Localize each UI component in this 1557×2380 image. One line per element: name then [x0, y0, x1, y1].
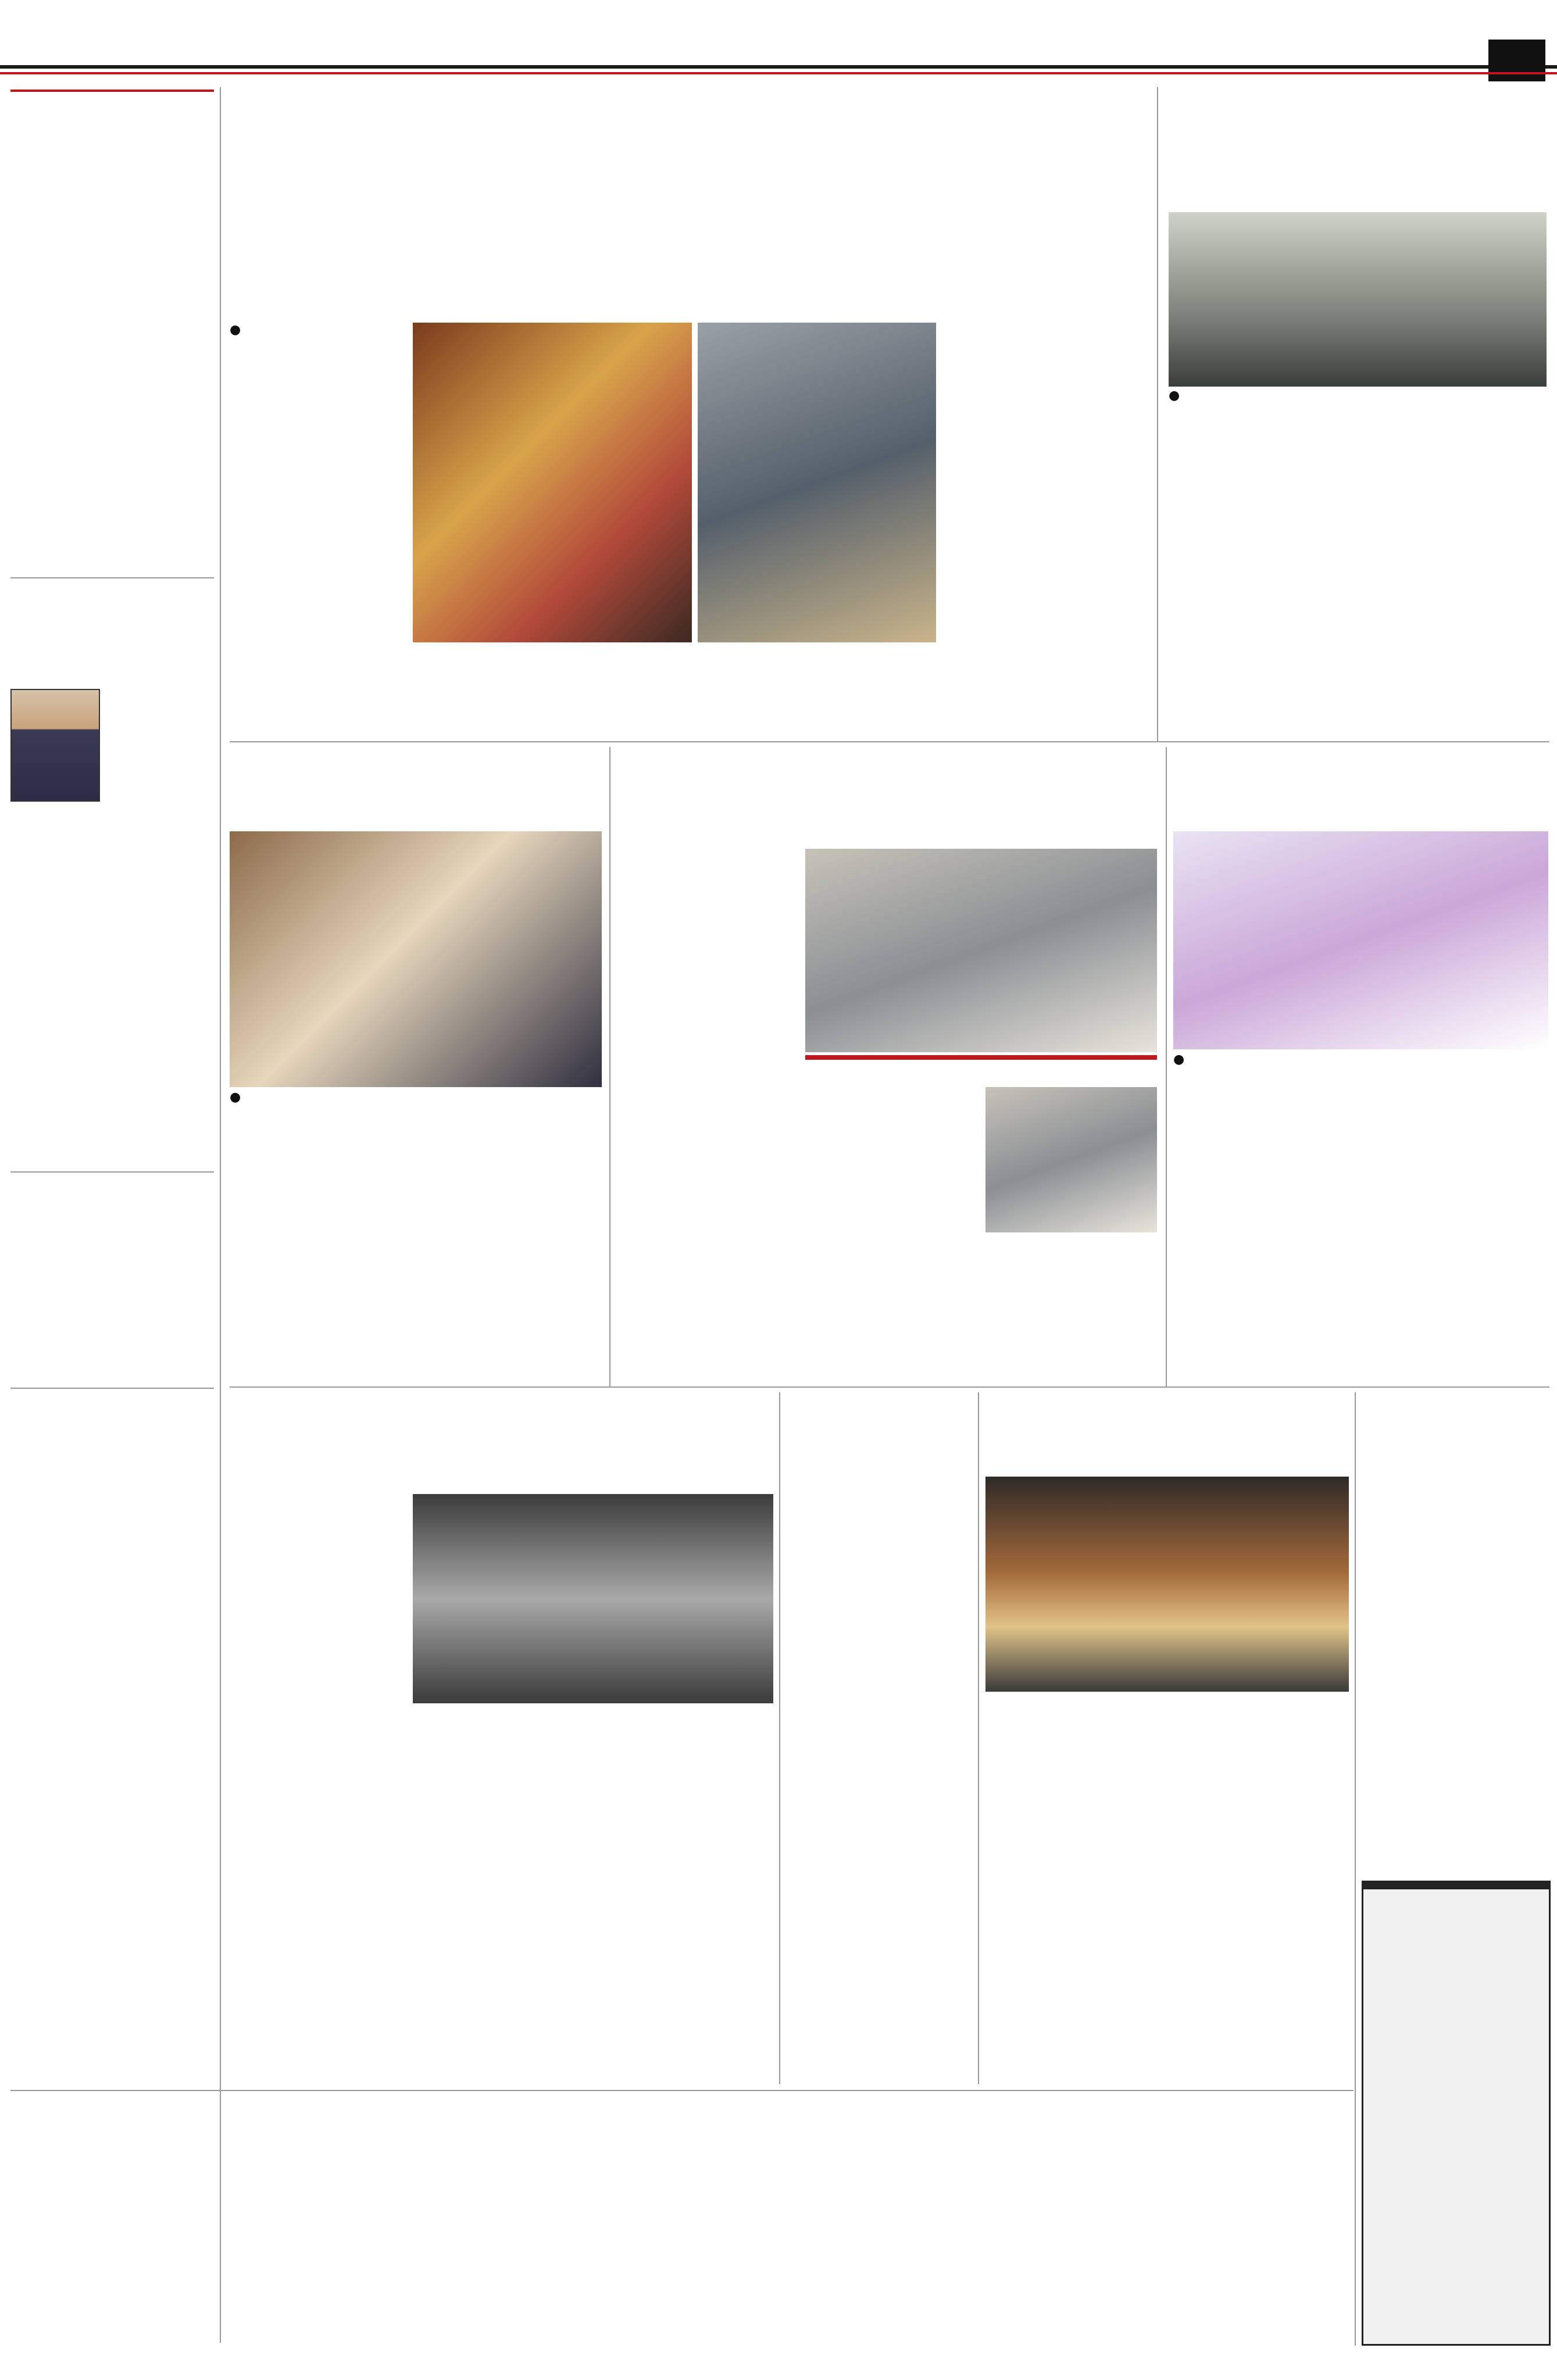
ayushman-byline: ●: [1173, 1052, 1185, 1067]
married-body: [786, 1477, 972, 2084]
column-divider: [609, 747, 610, 1386]
row-divider: [230, 741, 1549, 742]
page-number: [1488, 40, 1545, 81]
notice-case: [1363, 1889, 1549, 1894]
notice-sign-officer: [1363, 2210, 1549, 2213]
combing-photo: [413, 1494, 773, 1703]
lead-byline: ●: [230, 323, 241, 337]
news-brief-title: [10, 87, 214, 92]
column-divider: [1157, 87, 1158, 741]
recovery-photo-2: [985, 1087, 1157, 1232]
recovery-sub-body-col2: [985, 1238, 1157, 1381]
electric-body-col2: [1363, 388, 1549, 741]
lead-body-col4: [767, 648, 936, 881]
brief-body: [10, 98, 214, 571]
column-divider: [1355, 1392, 1356, 2346]
jawara-body-col1: [985, 1698, 1163, 2081]
security-body: [945, 323, 1148, 834]
brief-body: [106, 584, 214, 1166]
legal-notice: [1362, 1881, 1551, 2346]
brief-body: [10, 1395, 214, 1755]
lead-body-col3: [590, 648, 759, 881]
advocate-body-col2: [419, 1090, 602, 1381]
councillor-photo: [10, 689, 100, 802]
advocate-body-col1: [230, 1131, 410, 1381]
divider: [10, 1388, 214, 1389]
column-divider: [779, 1392, 780, 2084]
column-divider: [220, 87, 221, 2343]
recovery-sub-body-col1: [805, 1087, 977, 1378]
advocate-byline: ●: [230, 1090, 241, 1105]
divider: [10, 1171, 214, 1173]
notice-subtitle: [1363, 1894, 1549, 1899]
security-box: [945, 323, 1148, 834]
column-divider: [1166, 747, 1167, 1386]
masthead-rule: [0, 72, 1557, 74]
divider: [10, 577, 214, 578]
sanghamitra-body: [1362, 1442, 1551, 1875]
advocate-photo: [230, 831, 602, 1087]
electric-photo: [1169, 212, 1547, 387]
combing-body-col2: [413, 1709, 590, 2081]
combing-body-col1: [230, 1494, 404, 2084]
masthead: [0, 0, 1557, 69]
brief-body: [10, 1178, 214, 1382]
notice-title: [1363, 1882, 1549, 1889]
ayushman-body-col2: [1363, 1052, 1549, 1381]
jawara-body-col2: [1172, 1698, 1349, 2081]
column-divider: [978, 1392, 979, 2084]
news-brief-column: [10, 87, 214, 2343]
recovery-photo: [805, 849, 1157, 1052]
combing-body-col3: [596, 1709, 773, 2081]
electric-byline: ●: [1169, 388, 1180, 403]
row-divider: [10, 2090, 1354, 2091]
electric-body-col1: [1169, 427, 1355, 741]
recovery-body: [617, 849, 798, 1372]
ayushman-body-col1: [1173, 1093, 1356, 1381]
notice-body: [1363, 1899, 1549, 2210]
shobhayatra-photo-2: [698, 323, 936, 642]
recovery-sub-headline: [805, 1055, 1157, 1060]
jawara-photo: [985, 1477, 1349, 1692]
shobhayatra-photo-1: [413, 323, 692, 642]
ayushman-photo: [1173, 831, 1548, 1049]
row-divider: [230, 1386, 1549, 1388]
